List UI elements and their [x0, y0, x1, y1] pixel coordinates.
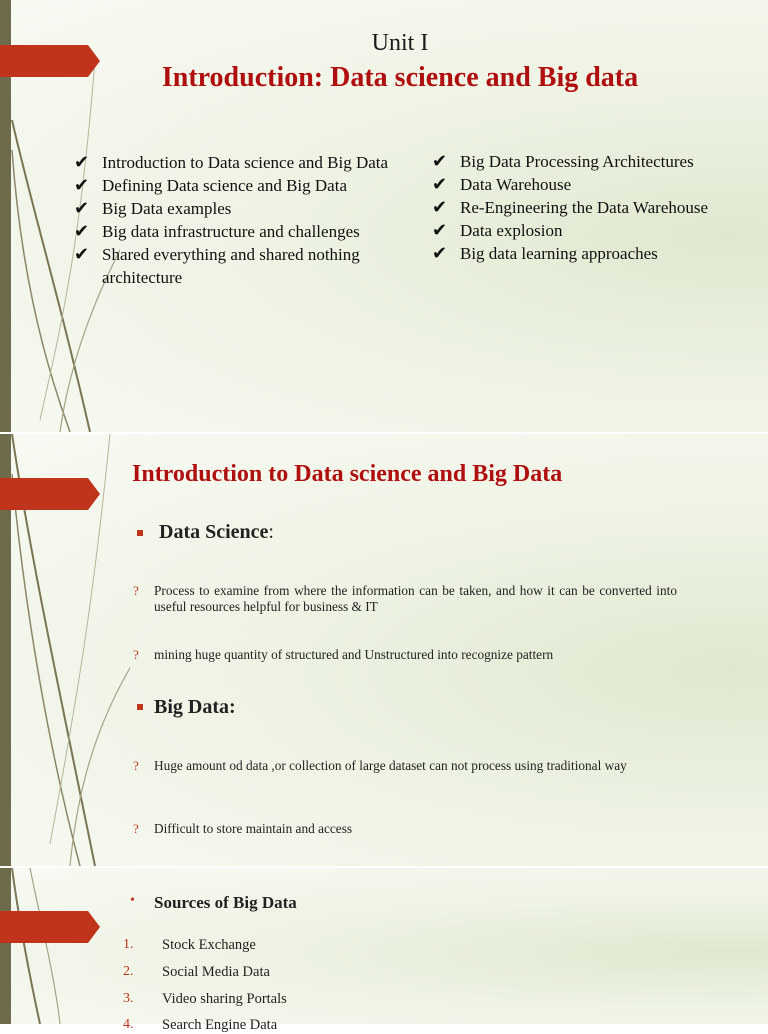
list-item: ✔ Big data learning approaches: [432, 243, 658, 263]
list-item: ✔ Defining Data science and Big Data: [74, 175, 347, 195]
list-item: ✔ Data Warehouse: [432, 174, 572, 194]
list-number: 3.: [123, 991, 134, 1006]
list-item: ✔ Re-Engineering the Data Warehouse: [432, 197, 709, 217]
list-item: Search Engine Data: [162, 1017, 278, 1033]
slide-divider: [0, 866, 768, 868]
big-data-heading: Big Data:: [154, 696, 236, 718]
check-icon: ✔: [432, 174, 448, 194]
list-item: ✔ Big Data Processing Architectures: [432, 151, 694, 171]
check-icon: ✔: [432, 220, 448, 240]
slide-title: Introduction to Data science and Big Data: [132, 461, 563, 487]
list-item: ✔ Big data infrastructure and challenges: [74, 221, 360, 241]
list-item: ✔ Data explosion: [432, 220, 563, 240]
topic-list-right: [432, 150, 708, 265]
list-item: ✔ Big Data examples: [74, 198, 232, 218]
list-item: Video sharing Portals: [162, 991, 287, 1007]
question-marker-icon: ?: [133, 758, 139, 773]
check-icon: ✔: [74, 244, 90, 264]
list-item: ✔ Shared everything and shared nothing: [74, 244, 360, 264]
big-data-point-1: Huge amount od data ,or collection of large dataset can not process using traditional way: [154, 758, 627, 773]
list-item: ✔ Introduction to Data science and Big Data: [74, 152, 389, 172]
check-icon: ✔: [432, 197, 448, 217]
check-icon: ✔: [74, 152, 90, 172]
slide-divider: [0, 432, 768, 434]
data-science-heading: Data Science:: [159, 521, 274, 543]
check-icon: ✔: [432, 151, 448, 171]
question-marker-icon: ?: [133, 583, 139, 598]
question-marker-icon: ?: [133, 647, 139, 662]
topic-list-left: [74, 151, 388, 289]
data-science-point-1: Process to examine from where the information can be taken, and how it can be converted into useful resources helpful for business & IT: [154, 583, 677, 614]
slide-marker-tab: [0, 478, 100, 510]
square-bullet-icon: [137, 704, 143, 710]
data-science-point-2: mining huge quantity of structured and Unstructured into recognize pattern: [154, 647, 554, 662]
decorative-curves-icon: [0, 868, 120, 1024]
check-icon: ✔: [74, 221, 90, 241]
list-item: Stock Exchange: [162, 937, 256, 953]
list-number: 2.: [123, 964, 134, 979]
big-data-point-2: Difficult to store maintain and access: [154, 821, 353, 836]
slide-3: [0, 868, 768, 1024]
list-number: 4.: [123, 1017, 134, 1032]
check-icon: ✔: [74, 175, 90, 195]
slide-title: Introduction: Data science and Big data: [161, 62, 639, 93]
list-item-continuation: architecture: [102, 268, 183, 287]
list-item: Social Media Data: [162, 964, 270, 980]
question-marker-icon: ?: [133, 821, 139, 836]
check-icon: ✔: [74, 198, 90, 218]
slide-1: [0, 0, 768, 432]
sources-heading: Sources of Big Data: [154, 893, 297, 912]
list-number: 1.: [123, 937, 134, 952]
square-bullet-icon: [137, 530, 143, 536]
slide-marker-tab: [0, 911, 100, 943]
check-icon: ✔: [432, 243, 448, 263]
unit-label: Unit I: [371, 30, 429, 56]
bullet-icon: •: [130, 893, 135, 908]
